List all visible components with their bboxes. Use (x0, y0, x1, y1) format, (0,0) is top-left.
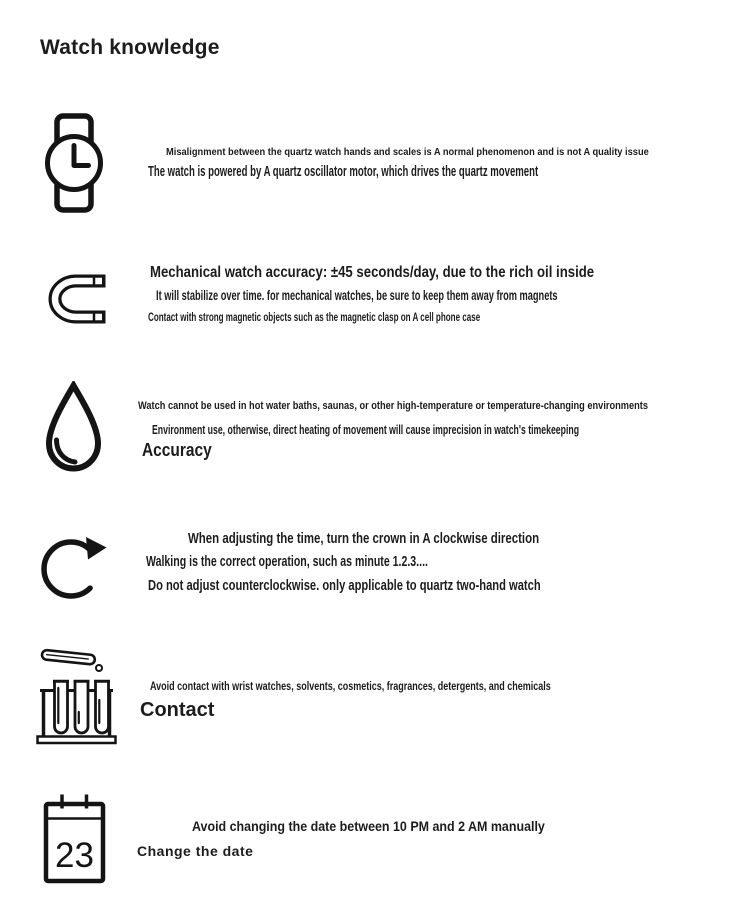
section-heading: Accuracy (142, 440, 212, 460)
info-line: Do not adjust counterclockwise. only applicable to quartz two-hand watch (148, 578, 541, 594)
info-line: Misalignment between the quartz watch hands and scales is A normal phenomenon and is not A quality issue (166, 147, 649, 158)
section-heading: Change the date (137, 843, 254, 859)
info-line: The watch is powered by A quartz oscillator motor, which drives the quartz movement (148, 164, 539, 180)
magnet-icon (42, 268, 107, 330)
page-title: Watch knowledge (40, 36, 220, 59)
calendar-day: 23 (55, 836, 94, 875)
info-line: Mechanical watch accuracy: ±45 seconds/day, due to the rich oil inside (150, 264, 595, 281)
info-line: Avoid changing the date between 10 PM and 2 AM manually (192, 818, 545, 834)
info-line: Environment use, otherwise, direct heating of movement will cause imprecision in watch's timekeeping (152, 422, 580, 437)
info-line: Watch cannot be used in hot water baths, saunas, or other high-temperature or temperature-changing environments (138, 400, 648, 412)
water-drop-icon (42, 381, 105, 478)
info-line: Contact with strong magnetic objects such as the magnetic clasp on A cell phone case (148, 312, 481, 324)
rotate-clockwise-icon (40, 525, 107, 608)
info-line: Walking is the correct operation, such as minute 1.2.3.... (146, 554, 428, 570)
info-line: Avoid contact with wrist watches, solvents, cosmetics, fragrances, detergents, and chemicals (150, 679, 551, 693)
info-line: When adjusting the time, turn the crown in A clockwise direction (188, 531, 540, 547)
calendar-icon (42, 791, 107, 885)
section-heading: Contact (140, 699, 215, 721)
wristwatch-icon (43, 113, 105, 213)
info-line: It will stabilize over time. for mechanical watches, be sure to keep them away from magnets (156, 287, 558, 303)
test-tubes-icon (35, 646, 118, 747)
